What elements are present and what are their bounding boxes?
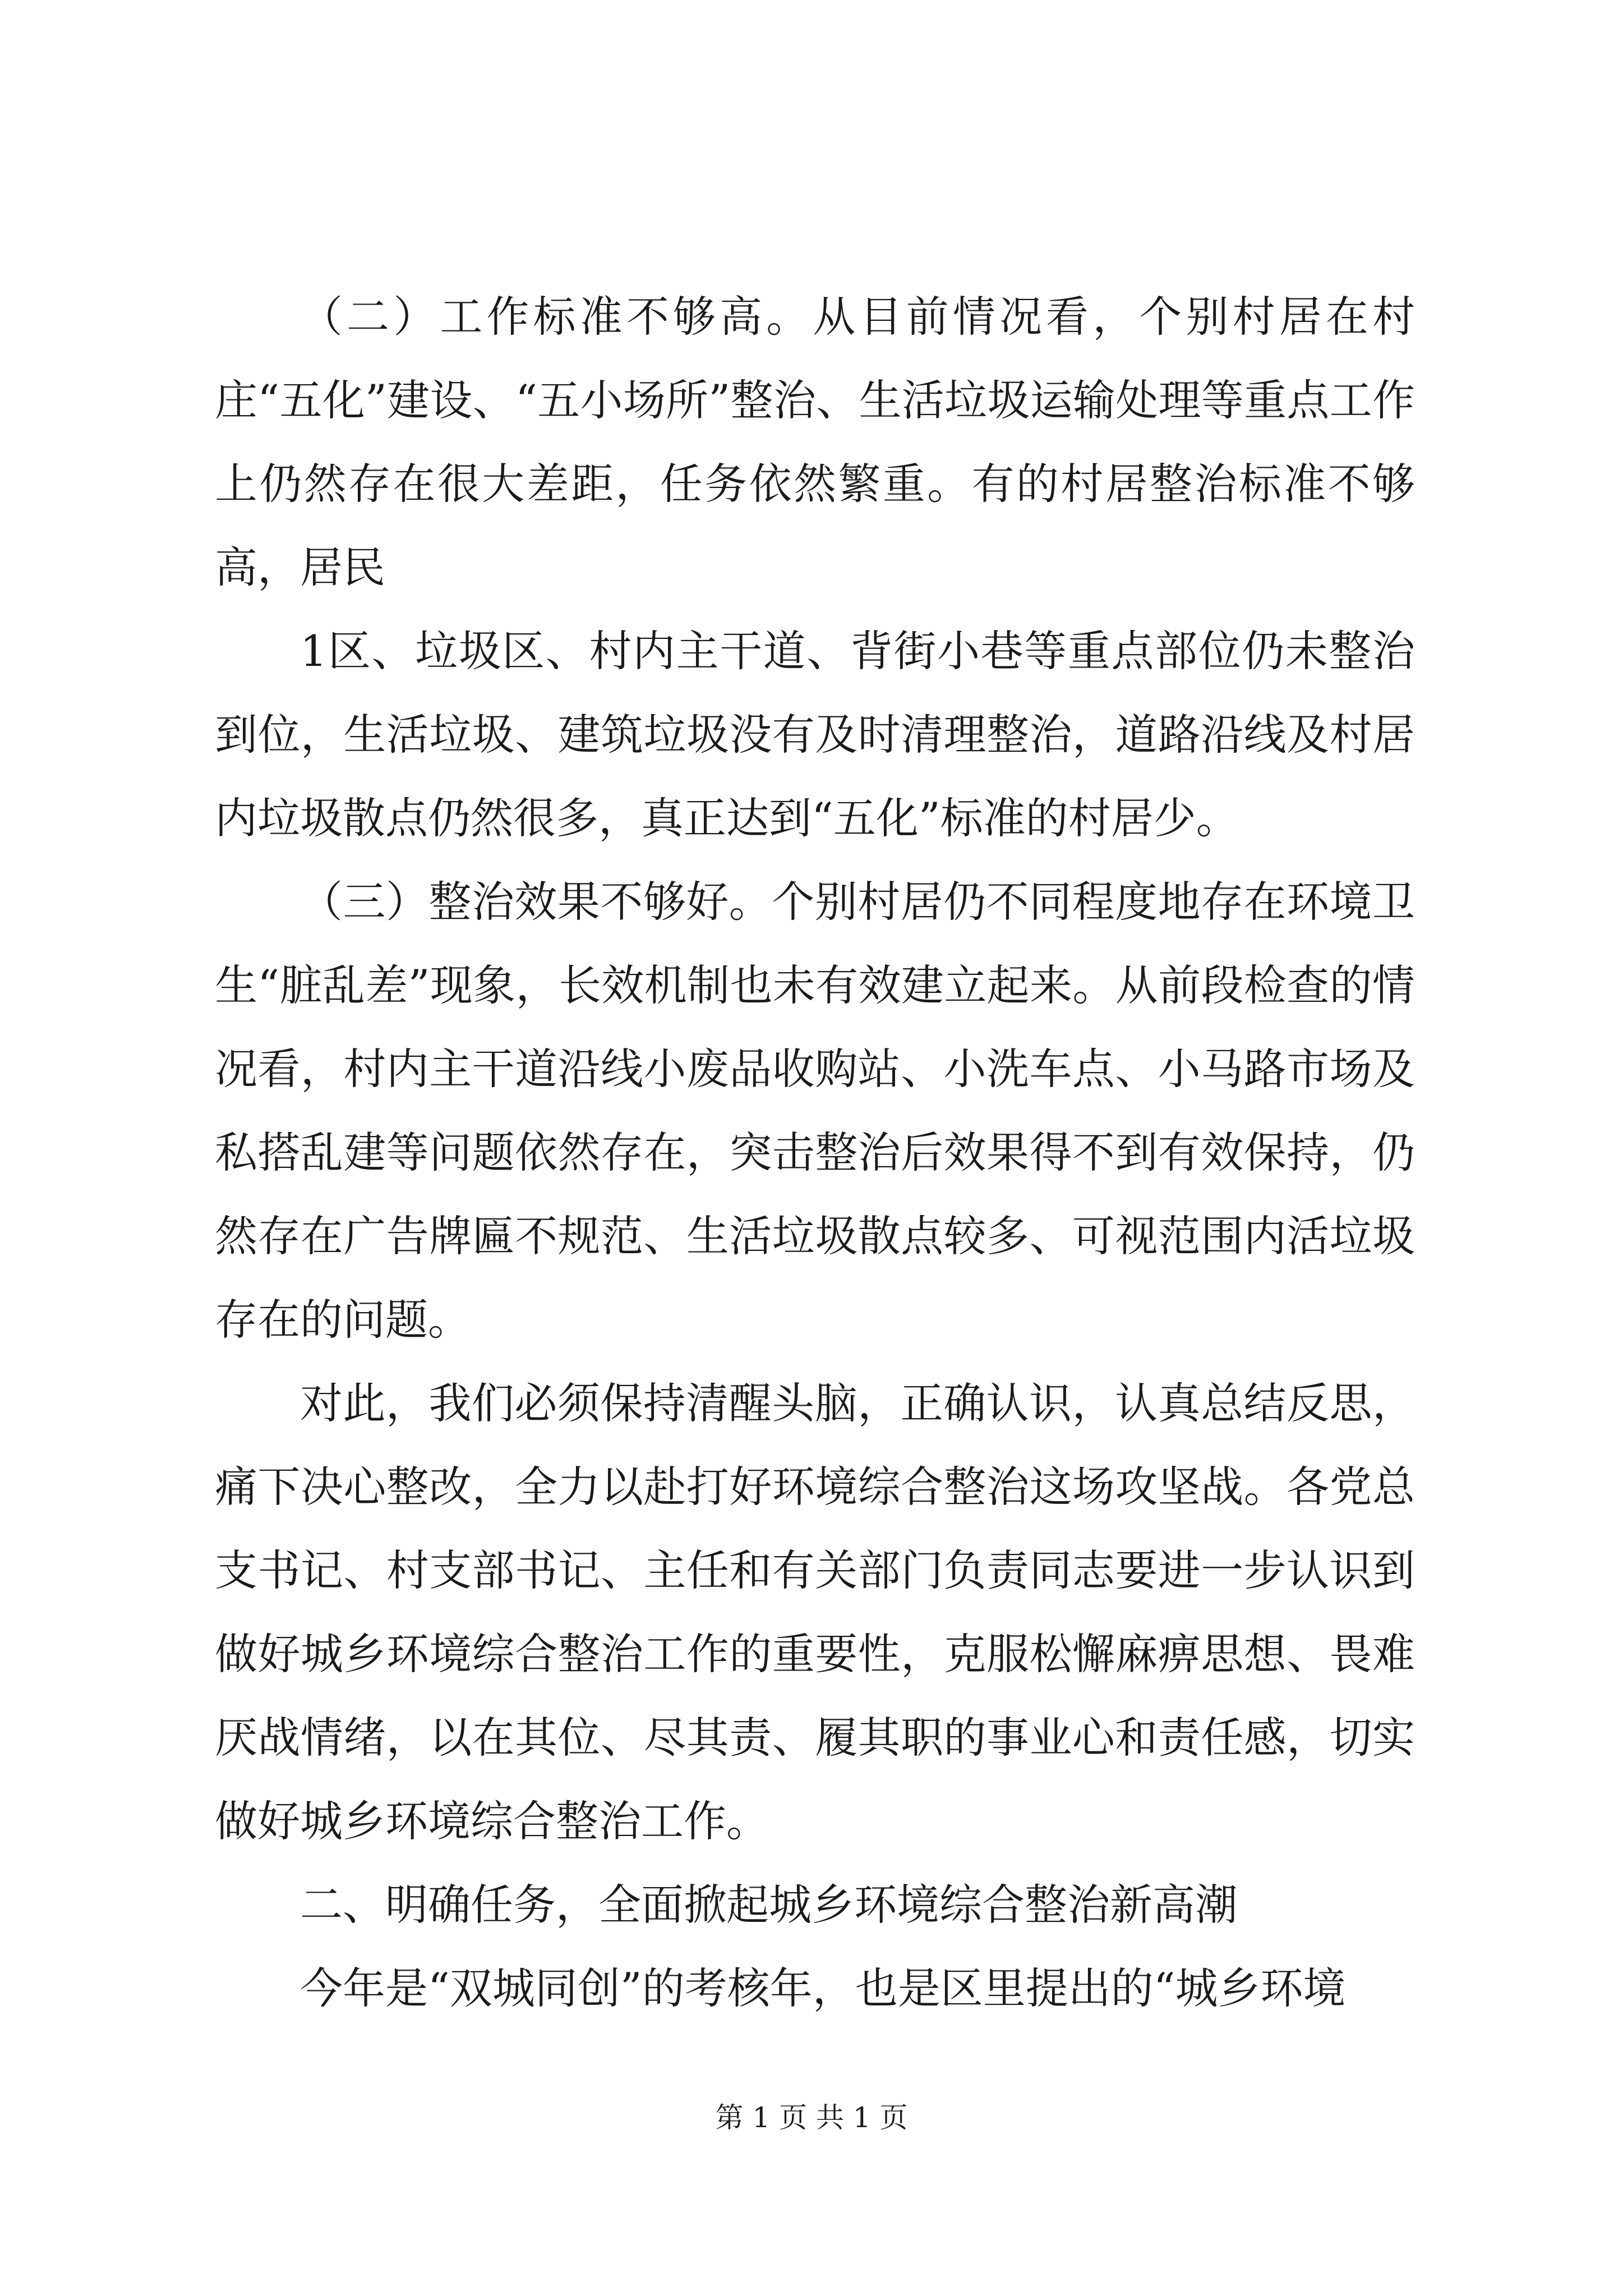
page-footer: 第 1 页 共 1 页 [715, 2101, 908, 2134]
document-body [215, 275, 1415, 2030]
section-heading-tasks: 二、明确任务，全面掀起城乡环境综合整治新高潮 [300, 1880, 1238, 1930]
paragraph-response: 对此，我们必须保持清醒头脑，正确认识，认真总结反思，痛下决心整改，全力以赴打好环境综合整治这场攻坚战。各党总支书记、村支部书记、主任和有关部门负责同志要进一步认识到做好城乡环境综合整治工作的重要性，克服松懈麻痹思想、畏难厌战情绪，以在其位、尽其责、履其职的事业心和责任感，切实做好城乡环境综合整治工作。 [215, 1378, 1415, 1846]
paragraph-remediation-effect: （三）整治效果不够好。个别村居仍不同程度地存在环境卫生“脏乱差”现象，长效机制也未有效建立起来。从前段检查的情况看，村内主干道沿线小废品收购站、小洗车点、小马路市场及私搭乱建等问题依然存在，突击整治后效果得不到有效保持，仍然存在广告牌匾不规范、生活垃圾散点较多、可视范围内活垃圾存在的问题。 [215, 877, 1415, 1345]
paragraph-work-standard: （二）工作标准不够高。从目前情况看，个别村居在村庄“五化”建设、“五小场所”整治、生活垃圾运输处理等重点工作上仍然存在很大差距，任务依然繁重。有的村居整治标准不够高，居民 [215, 292, 1415, 592]
paragraph-this-year: 今年是“双城同创”的考核年，也是区里提出的“城乡环境 [300, 1963, 1346, 2013]
paragraph-key-areas: 1区、垃圾区、村内主干道、背街小巷等重点部位仍未整治到位，生活垃圾、建筑垃圾没有及时清理整治，道路沿线及村居内垃圾散点仍然很多，真正达到“五化”标准的村居少。 [215, 626, 1415, 843]
